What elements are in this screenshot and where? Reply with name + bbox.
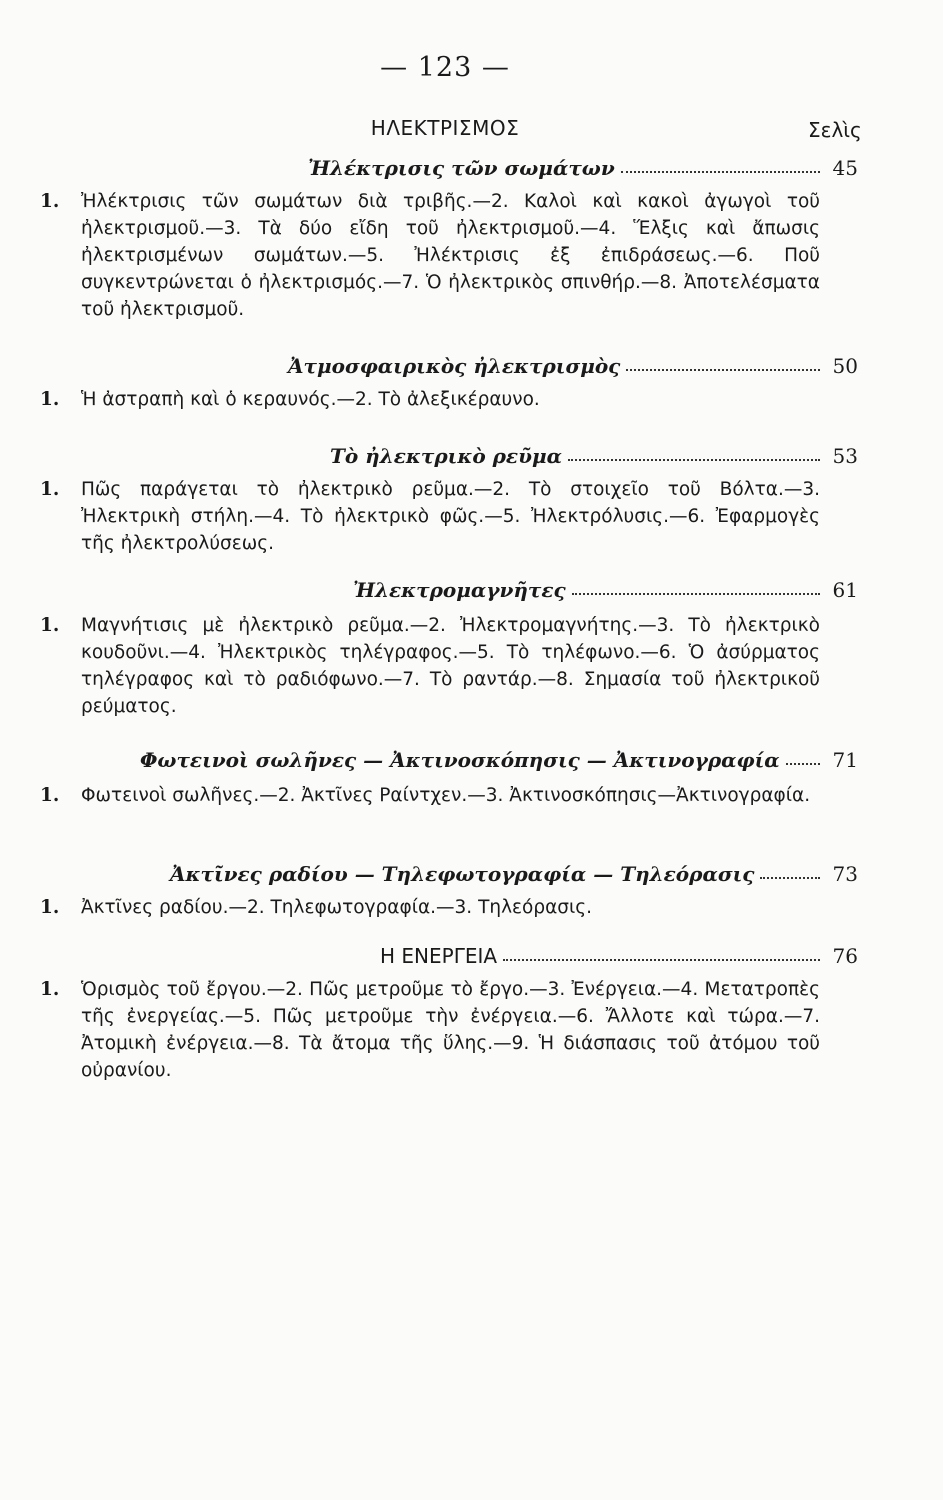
toc-heading: [60, 856, 858, 886]
item-number: 1.: [40, 191, 60, 212]
toc-heading-title: Η ΕΝΕΡΓΕΙΑ: [380, 944, 498, 968]
entry-text: Ἠλέκτρισις τῶν σωμάτων διὰ τριβῆς.—2. Καλοὶ καὶ κακοὶ ἀγωγοὶ τοῦ ἠλεκτρισμοῦ.—3. Τὰ δύο εἴδη τοῦ ἠλεκτρισμοῦ.—4. Ἕλξις καὶ ἄπωσις ἠλεκτρισμένων σωμάτων.—5. Ἠλέκτρισις ἐξ ἐπιδράσεως.—6. Ποῦ συγκεντρώνεται ὁ ἠλεκτρισμός.—7. Ὁ ἠλεκτρικὸς σπινθήρ.—8. Ἀποτελέσματα τοῦ ἠλεκτρισμοῦ.: [81, 191, 820, 320]
item-number: 1.: [40, 897, 60, 918]
leader-dots: [572, 592, 820, 595]
toc-entry: [40, 782, 820, 809]
toc-page-number: 53: [832, 444, 858, 468]
entry-text: Ἡ ἀστραπὴ καὶ ὁ κεραυνός.—2. Τὸ ἀλεξικέραυνο.: [81, 389, 540, 410]
toc-entry: [40, 188, 820, 323]
page-number: — 123 —: [380, 52, 510, 83]
toc-page-number: 45: [832, 156, 858, 180]
toc-entry: [40, 612, 820, 720]
toc-heading-title: Ἠλέκτρισις τῶν σωμάτων: [308, 156, 615, 180]
leader-dots: [621, 170, 820, 173]
item-number: 1.: [40, 479, 60, 500]
toc-heading-title: Φωτεινοὶ σωλῆνες — Ἀκτινοσκόπησις — Ἀκτινογραφία: [140, 748, 780, 772]
entry-text: Ἀκτῖνες ραδίου.—2. Τηλεφωτογραφία.—3. Τηλεόρασις.: [81, 897, 593, 918]
toc-entry: [40, 476, 820, 557]
leader-dots: [568, 458, 820, 461]
toc-heading-title: Ἠλεκτρομαγνῆτες: [353, 578, 566, 602]
toc-page-number: 61: [832, 578, 858, 602]
toc-heading: [60, 742, 858, 772]
entry-text: Φωτεινοὶ σωλῆνες.—2. Ἀκτῖνες Ραίντχεν.—3. Ἀκτινοσκόπησις—Ἀκτινογραφία.: [81, 785, 811, 806]
chapter-title-electricity: ΗΛΕΚΤΡΙΣΜΟΣ: [370, 116, 520, 140]
toc-page-number: 50: [832, 354, 858, 378]
leader-dots: [626, 368, 820, 371]
toc-heading-title: Τὸ ἠλεκτρικὸ ρεῦμα: [330, 444, 562, 468]
item-number: 1.: [40, 979, 60, 1000]
toc-entry: [40, 894, 820, 921]
leader-dots: [503, 958, 820, 961]
item-number: 1.: [40, 785, 60, 806]
toc-heading-energy: [60, 938, 858, 968]
toc-heading: [60, 150, 858, 180]
leader-dots: [786, 762, 820, 765]
toc-page-number: 73: [832, 862, 858, 886]
toc-entry: [40, 976, 820, 1084]
toc-page-number: 76: [832, 944, 858, 968]
entry-text: Μαγνήτισις μὲ ἠλεκτρικὸ ρεῦμα.—2. Ἠλεκτρομαγνήτης.—3. Τὸ ἠλεκτρικὸ κουδοῦνι.—4. Ἠλεκτρικὸς τηλέγραφος.—5. Τὸ τηλέφωνο.—6. Ὁ ἀσύρματος τηλέγραφος καὶ τὸ ραδιόφωνο.—7. Τὸ ραντάρ.—8. Σημασία τοῦ ἠλεκτρικοῦ ρεύματος.: [81, 615, 820, 717]
toc-heading: [60, 348, 858, 378]
toc-heading: [60, 438, 858, 468]
toc-heading-title: Ἀτμοσφαιρικὸς ἠλεκτρισμὸς: [288, 354, 621, 378]
item-number: 1.: [40, 615, 60, 636]
toc-page-number: 71: [832, 748, 858, 772]
entry-text: Ὁρισμὸς τοῦ ἔργου.—2. Πῶς μετροῦμε τὸ ἔργο.—3. Ἐνέργεια.—4. Μετατροπὲς τῆς ἐνεργείας.—5. Πῶς μετροῦμε τὴν ἐνέργεια.—6. Ἄλλοτε καὶ τώρα.—7. Ἀτομικὴ ἐνέργεια.—8. Τὰ ἄτομα τῆς ὕλης.—9. Ἡ διάσπασις τοῦ ἀτόμου τοῦ οὐρανίου.: [81, 979, 820, 1081]
toc-heading-title: Ἀκτῖνες ραδίου — Τηλεφωτογραφία — Τηλεόρασις: [170, 862, 755, 886]
item-number: 1.: [40, 389, 60, 410]
toc-heading: [60, 572, 858, 602]
page-column-label: Σελὶς: [808, 118, 862, 142]
toc-entry: [40, 386, 820, 413]
leader-dots: [760, 876, 820, 879]
entry-text: Πῶς παράγεται τὸ ἠλεκτρικὸ ρεῦμα.—2. Τὸ στοιχεῖο τοῦ Βόλτα.—3. Ἠλεκτρικὴ στήλη.—4. Τὸ ἠλεκτρικὸ φῶς.—5. Ἠλεκτρόλυσις.—6. Ἐφαρμογὲς τῆς ἠλεκτρολύσεως.: [81, 479, 820, 554]
